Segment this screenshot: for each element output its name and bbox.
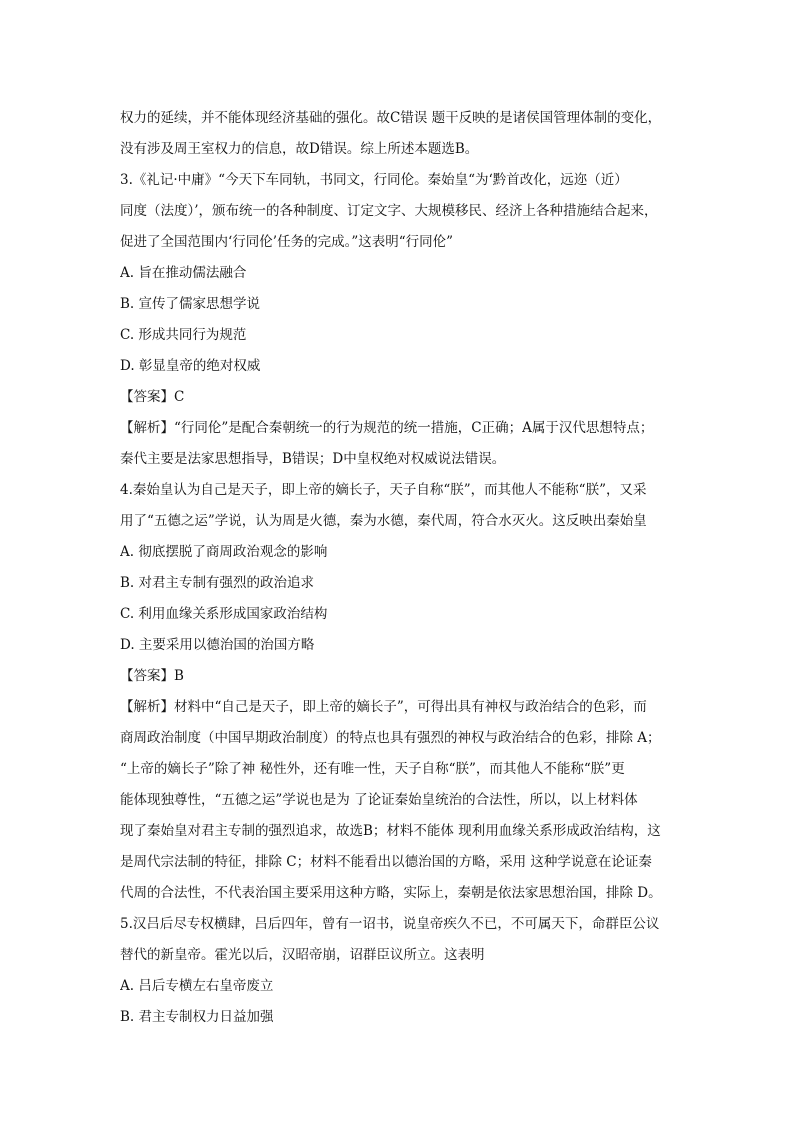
text-line: 现了秦始皇对君主专制的强烈追求，故选B；材料不能体 现利用血缘关系形成政治结构，这: [120, 823, 661, 839]
text-line: 促进了全国范围内‘行同伦’任务的完成。”这表明“行同伦”: [120, 234, 454, 250]
text-line: B. 对君主专制有强烈的政治追求: [120, 575, 315, 591]
text-line: A. 旨在推动儒法融合: [120, 265, 247, 281]
text-line: 4.秦始皇认为自己是天子，即上帝的嫡长子，天子自称“朕”，而其他人不能称“朕”，又采: [120, 482, 647, 498]
text-line: 权力的延续，并不能体现经济基础的强化。故C错误 题干反映的是诸侯国管理体制的变化，: [120, 110, 662, 126]
text-line: C. 利用血缘关系形成国家政治结构: [120, 606, 328, 622]
text-line: A. 彻底摆脱了商周政治观念的影响: [120, 544, 328, 560]
text-line: 能体现独尊性，“五德之运”学说也是为 了论证秦始皇统治的合法性，所以，以上材料体: [120, 792, 638, 808]
text-line: A. 吕后专横左右皇帝废立: [120, 978, 274, 994]
text-line: 秦代主要是法家思想指导，B错误；D中皇权绝对权威说法错误。: [120, 451, 506, 467]
text-line: B. 君主专制权力日益加强: [120, 1009, 274, 1025]
text-line: C. 形成共同行为规范: [120, 327, 247, 343]
text-line: 同度（法度）’，颁布统一的各种制度、订定文字、大规模移民、经济上各种措施结合起来，: [120, 203, 658, 219]
text-line: 【答案】C: [120, 389, 185, 405]
text-line: 没有涉及周王室权力的信息，故D错误。综上所述本题选B。: [120, 141, 479, 157]
text-line: 商周政治制度（中国早期政治制度）的特点也具有强烈的神权与政治结合的色彩，排除 A；: [120, 730, 661, 746]
text-line: 5.汉吕后尽专权横肆，吕后四年，曾有一诏书，说皇帝疾久不已，不可属天下，命群臣公议: [120, 916, 660, 932]
text-line: 代周的合法性，不代表治国主要采用这种方略，实际上，秦朝是依法家思想治国，排除 D。: [120, 885, 662, 901]
text-line: B. 宣传了儒家思想学说: [120, 296, 261, 312]
text-line: D. 主要采用以德治国的治国方略: [120, 637, 315, 653]
text-line: 替代的新皇帝。霍光以后，汉昭帝崩，诏群臣议所立。这表明: [120, 947, 485, 963]
text-line: D. 彰显皇帝的绝对权威: [120, 358, 261, 374]
text-line: 【答案】B: [120, 668, 184, 684]
document-body: [120, 103, 680, 1033]
text-line: “上帝的嫡长子”除了神 秘性外，还有唯一性，天子自称“朕”，而其他人不能称“朕”更: [120, 761, 625, 777]
text-line: 【解析】“行同伦”是配合秦朝统一的行为规范的统一措施，C正确；A属于汉代思想特点；: [120, 420, 654, 436]
text-line: 3.《礼记·中庸》“今天下车同轨，书同文，行同伦。秦始皇“为‘黔首改化，远迩（近）: [120, 172, 628, 188]
text-line: 【解析】材料中“自己是天子，即上帝的嫡长子”，可得出具有神权与政治结合的色彩，而: [120, 699, 647, 715]
text-line: 是周代宗法制的特征，排除 C；材料不能看出以德治国的方略，采用 这种学说意在论证秦: [120, 854, 652, 870]
text-line: 用了“五德之运”学说，认为周是火德，秦为水德，秦代周，符合水灭火。这反映出秦始皇: [120, 513, 647, 529]
